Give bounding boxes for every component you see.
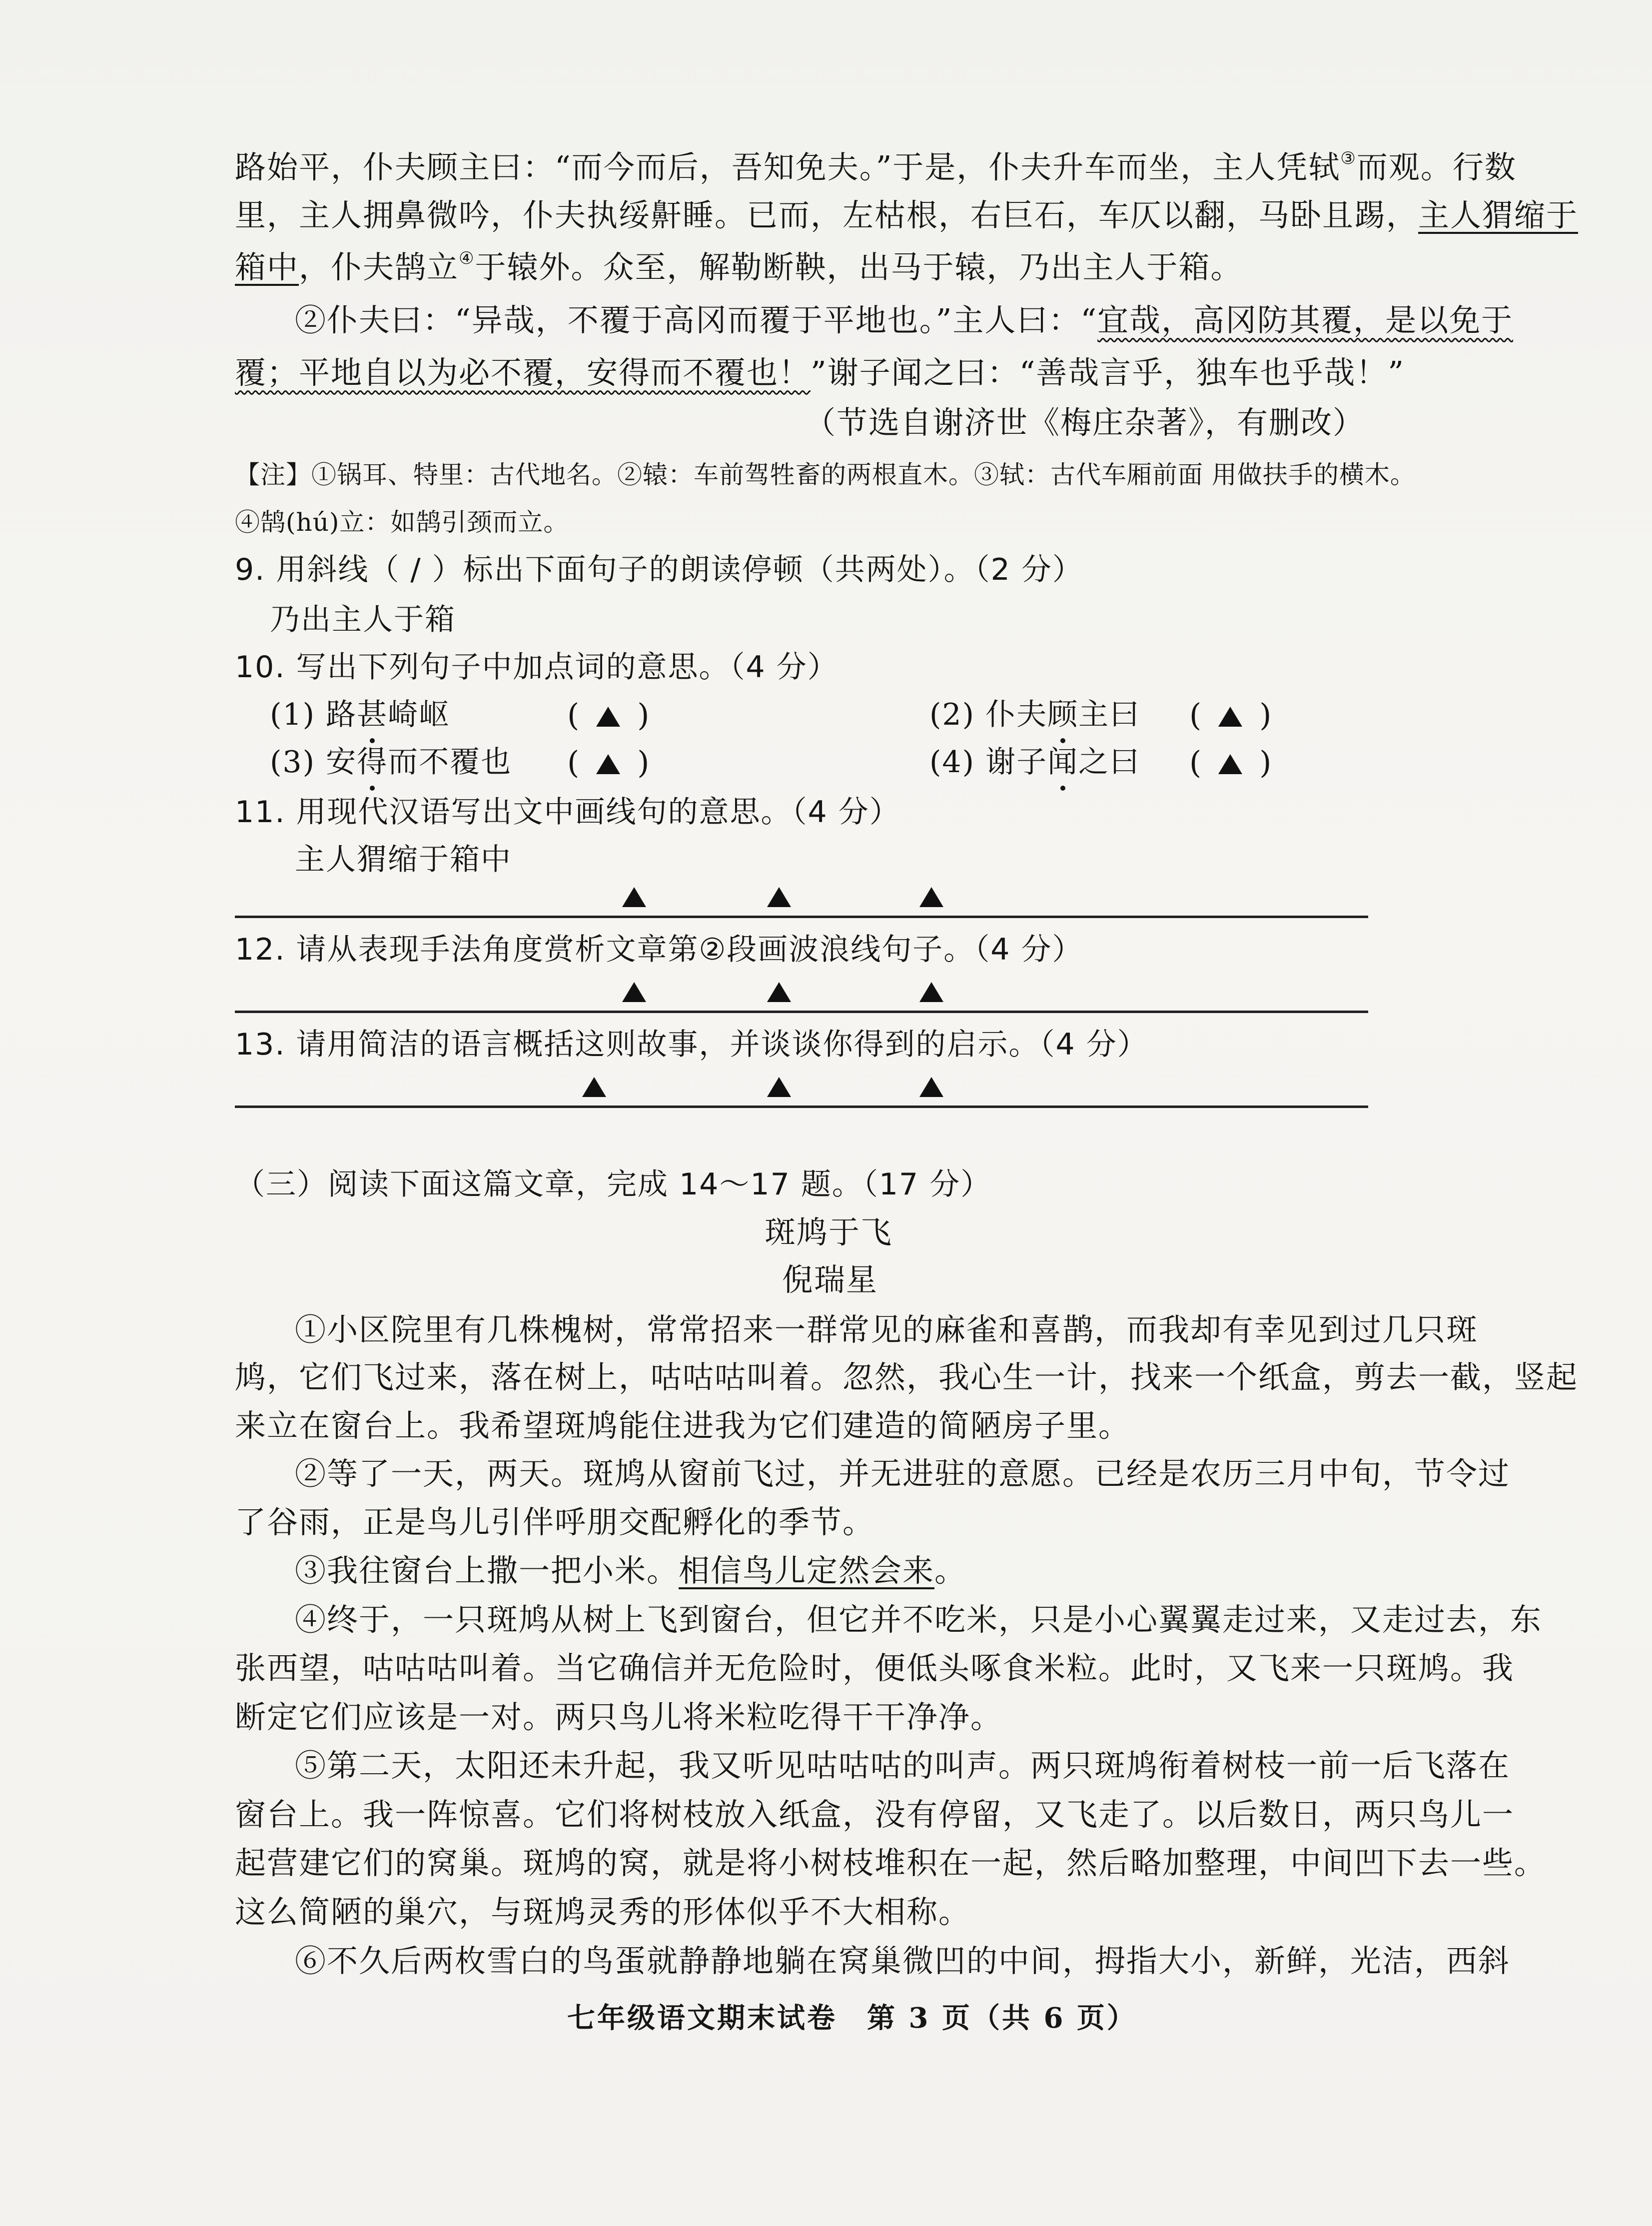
passage-line-1 bbox=[235, 150, 1517, 183]
text: 仆夫 bbox=[985, 697, 1048, 732]
paren: ) bbox=[637, 697, 650, 733]
text: 路 bbox=[326, 697, 357, 732]
question-12: 12. 请从表现手法角度赏析文章第②段画波浪线句子。（4 分） bbox=[235, 932, 1083, 967]
text: 而不覆也 bbox=[388, 745, 512, 780]
passage-source: （节选自谢济世《梅庄杂著》，有删改） bbox=[805, 404, 1365, 441]
text: ，仆夫鹄立 bbox=[299, 249, 459, 285]
text: 之曰 bbox=[1078, 745, 1141, 780]
text: 谢子 bbox=[985, 745, 1048, 780]
text: 里，主人拥鼻微吟，仆夫执绥鼾睡。已而，左枯根，右巨石，车仄以翻，马卧且踢， bbox=[235, 197, 1419, 233]
para-5-line-2: 窗台上。我一阵惊喜。它们将树枝放入纸盒，没有停留，又飞走了。以后数日，两只鸟儿一 bbox=[235, 1796, 1515, 1833]
passage-line-2 bbox=[235, 197, 1579, 233]
answer-triangle-icon bbox=[622, 982, 646, 1002]
underlined-sentence: 箱中 bbox=[235, 249, 299, 285]
passage-line-4 bbox=[295, 302, 1514, 338]
question-9-sentence: 乃出主人于箱 bbox=[270, 602, 456, 637]
text: 于辕外。众至，解勒断鞅，出马于辕，乃出主人于箱。 bbox=[475, 249, 1243, 285]
wavy-sentence: 宜哉，高冈防其覆，是以免于 bbox=[1097, 302, 1514, 338]
answer-line-q13[interactable] bbox=[235, 1106, 1368, 1108]
passage-line-5 bbox=[235, 354, 1405, 391]
answer-line-q11[interactable] bbox=[235, 916, 1368, 918]
para-5-line-3: 起营建它们的窝巢。斑鸠的窝，就是将小树枝堆积在一起，然后略加整理，中间凹下去一些。 bbox=[235, 1845, 1547, 1881]
notes-line-2: ④鹄(hú)立：如鹄引颈而立。 bbox=[235, 508, 569, 537]
para-6-line-1: ⑥不久后两枚雪白的鸟蛋就静静地躺在窝巢微凹的中间，拇指大小，新鲜，光洁，西斜 bbox=[295, 1943, 1511, 1979]
page-footer: 七年级语文期末试卷 第 3 页（共 6 页） bbox=[567, 2002, 1137, 2035]
paren: ( bbox=[1189, 744, 1202, 781]
dotted-word: 顾 bbox=[1047, 697, 1079, 732]
para-5-line-1: ⑤第二天，太阳还未升起，我又听见咕咕咕的叫声。两只斑鸠衔着树枝一前一后飞落在 bbox=[295, 1747, 1511, 1784]
answer-triangle-icon bbox=[596, 754, 620, 774]
question-9: 9. 用斜线（ / ）标出下面句子的朗读停顿（共两处）。（2 分） bbox=[235, 552, 1083, 587]
q10-answer-blank-1[interactable] bbox=[567, 697, 650, 733]
answer-triangle-icon bbox=[919, 887, 943, 907]
paren: ) bbox=[637, 744, 650, 781]
underlined-sentence: 主人猬缩于 bbox=[1418, 197, 1579, 233]
answer-triangle-icon bbox=[1218, 707, 1242, 727]
article-title: 斑鸠于飞 bbox=[765, 1214, 893, 1250]
answer-triangle-icon bbox=[767, 1077, 791, 1097]
dotted-word: 闻 bbox=[1047, 745, 1079, 780]
text: 而观。行数 bbox=[1356, 149, 1517, 185]
q10-item-2 bbox=[929, 697, 1141, 732]
para-3-line-1 bbox=[295, 1552, 967, 1589]
q10-item-1 bbox=[270, 697, 450, 732]
passage-line-3 bbox=[235, 250, 1243, 283]
answer-triangle-icon bbox=[582, 1077, 606, 1097]
para-2-line-1: ②等了一天，两天。斑鸠从窗前飞过，并无进驻的意愿。已经是农历三月中旬，节令过 bbox=[295, 1455, 1511, 1492]
text: 崎岖 bbox=[388, 697, 450, 732]
question-11-sentence: 主人猬缩于箱中 bbox=[295, 842, 512, 877]
para-4-line-3: 断定它们应该是一对。两只鸟儿将米粒吃得干干净净。 bbox=[235, 1699, 1003, 1735]
para-2-line-2: 了谷雨，正是鸟儿引伴呼朋交配孵化的季节。 bbox=[235, 1504, 875, 1540]
para-4-line-2: 张西望，咕咕咕叫着。当它确信并无危险时，便低头啄食米粒。此时，又飞来一只斑鸠。我 bbox=[235, 1650, 1515, 1686]
para-1-line-3: 来立在窗台上。我希望斑鸠能住进我为它们建造的简陋房子里。 bbox=[235, 1407, 1131, 1444]
answer-triangle-icon bbox=[596, 707, 620, 727]
paren: ( bbox=[567, 744, 580, 781]
text: ②仆夫曰：“异哉，不覆于高冈而覆于平地也。”主人曰：“ bbox=[295, 302, 1098, 338]
answer-triangle-icon bbox=[919, 982, 943, 1002]
question-10: 10. 写出下列句子中加点词的意思。（4 分） bbox=[235, 650, 838, 685]
para-4-line-1: ④终于，一只斑鸠从树上飞到窗台，但它并不吃米，只是小心翼翼走过来，又走过去，东 bbox=[295, 1601, 1543, 1638]
paren: ) bbox=[1259, 744, 1272, 781]
underlined-sentence: 相信鸟儿定然会来 bbox=[679, 1552, 935, 1589]
footnote-marker: ③ bbox=[1340, 148, 1357, 168]
answer-triangle-icon bbox=[919, 1077, 943, 1097]
para-1-line-2: 鸠，它们飞过来，落在树上，咕咕咕叫着。忽然，我心生一计，找来一个纸盒，剪去一截，竖起 bbox=[235, 1359, 1579, 1395]
notes-line-1: 【注】①锅耳、特里：古代地名。②辕：车前驾牲畜的两根直木。③轼：古代车厢前面 用做扶手的横木。 bbox=[235, 460, 1416, 489]
answer-triangle-icon bbox=[1218, 754, 1242, 774]
q10-item-4 bbox=[929, 745, 1141, 780]
text: 安 bbox=[326, 745, 357, 780]
item-number: (4) bbox=[929, 745, 975, 780]
article-author: 倪瑞星 bbox=[782, 1261, 878, 1298]
text: ”谢子闻之曰：“善哉言乎，独车也乎哉！” bbox=[811, 354, 1405, 391]
q10-answer-blank-4[interactable] bbox=[1189, 744, 1272, 781]
q10-answer-blank-2[interactable] bbox=[1189, 697, 1272, 733]
answer-line-q12[interactable] bbox=[235, 1011, 1368, 1013]
text: ③我往窗台上撒一把小米。 bbox=[295, 1552, 679, 1589]
answer-triangle-icon bbox=[767, 887, 791, 907]
dotted-word: 甚 bbox=[357, 697, 388, 732]
paren: ( bbox=[567, 697, 580, 733]
answer-triangle-icon bbox=[767, 982, 791, 1002]
question-13: 13. 请用简洁的语言概括这则故事，并谈谈你得到的启示。（4 分） bbox=[235, 1027, 1148, 1062]
answer-triangle-icon bbox=[622, 887, 646, 907]
q10-answer-blank-3[interactable] bbox=[567, 744, 650, 781]
text: 主曰 bbox=[1078, 697, 1141, 732]
text: 。 bbox=[934, 1552, 967, 1589]
item-number: (2) bbox=[929, 697, 975, 732]
item-number: (3) bbox=[270, 745, 315, 780]
item-number: (1) bbox=[270, 697, 315, 732]
paren: ) bbox=[1259, 697, 1272, 733]
section-3-heading: （三）阅读下面这篇文章，完成 14～17 题。（17 分） bbox=[235, 1167, 992, 1202]
text: 路始平，仆夫顾主曰：“而今而后，吾知免夫。”于是，仆夫升车而坐，主人凭轼 bbox=[235, 149, 1341, 185]
wavy-sentence: 覆；平地自以为必不覆，安得而不覆也！ bbox=[235, 354, 811, 391]
para-1-line-1: ①小区院里有几株槐树，常常招来一群常见的麻雀和喜鹊，而我却有幸见到过几只斑 bbox=[295, 1311, 1479, 1348]
paren: ( bbox=[1189, 697, 1202, 733]
footnote-marker: ④ bbox=[459, 248, 475, 268]
q10-item-3 bbox=[270, 745, 512, 780]
para-5-line-4: 这么简陋的巢穴，与斑鸠灵秀的形体似乎不大相称。 bbox=[235, 1894, 971, 1930]
question-11: 11. 用现代汉语写出文中画线句的意思。（4 分） bbox=[235, 795, 900, 830]
dotted-word: 得 bbox=[357, 745, 388, 780]
